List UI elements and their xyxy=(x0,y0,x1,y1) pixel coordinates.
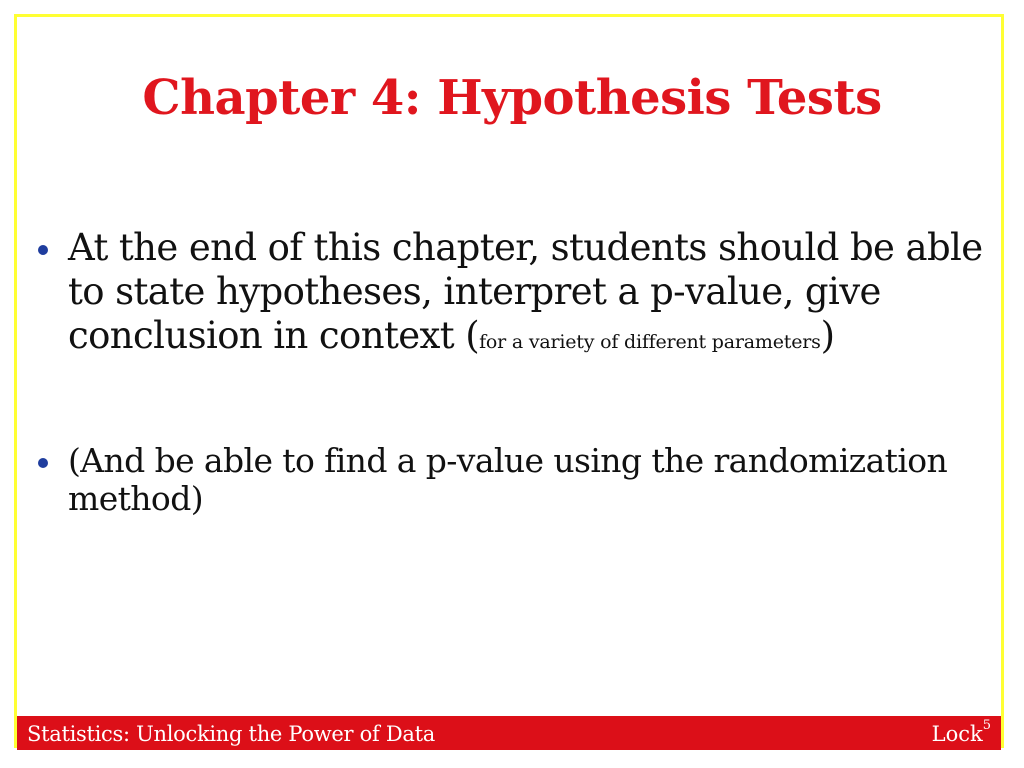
footer-course-title: Statistics: Unlocking the Power of Data xyxy=(27,722,435,746)
footer-author-sup: 5 xyxy=(982,718,991,733)
bullet-1-paren-close: ) xyxy=(820,314,835,357)
footer-author xyxy=(932,716,991,752)
bullet-dot-icon xyxy=(38,245,48,255)
bullet-2-text: (And be able to find a p-value using the randomization method) xyxy=(68,441,948,518)
footer-bar xyxy=(17,716,1001,750)
bullet-item-2 xyxy=(34,442,994,518)
bullet-dot-icon xyxy=(38,458,48,468)
bullet-list xyxy=(34,226,994,518)
bullet-1-aside: for a variety of different parameters xyxy=(479,331,821,353)
slide-title: Chapter 4: Hypothesis Tests xyxy=(142,70,882,126)
bullet-1-text: At the end of this chapter, students should be able to state hypotheses, interpret a p-value, give conclusion in context xyxy=(68,226,983,357)
bullet-1-paren-open: ( xyxy=(465,314,480,357)
footer-author-name: Lock xyxy=(931,722,983,746)
bullet-item-1 xyxy=(34,226,994,364)
